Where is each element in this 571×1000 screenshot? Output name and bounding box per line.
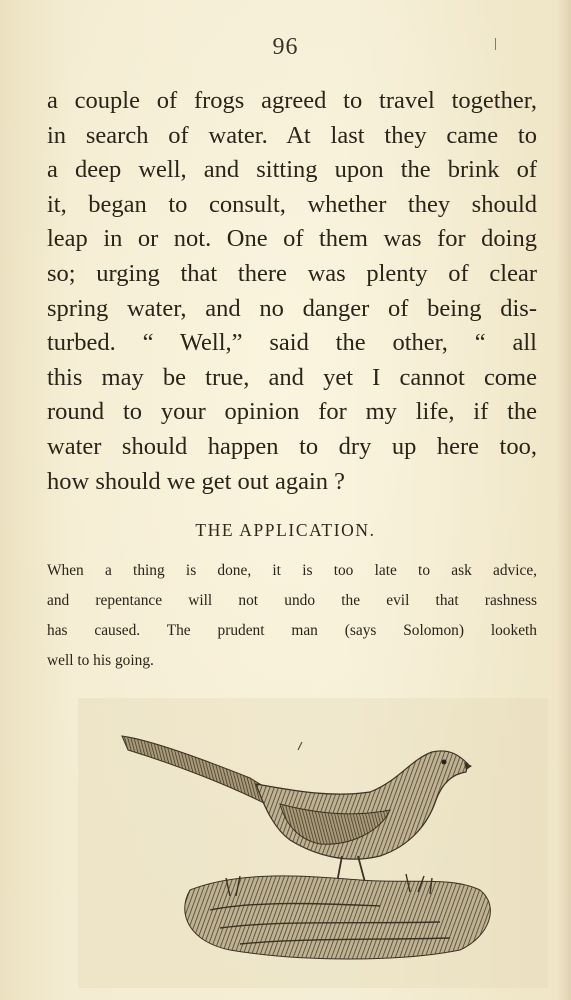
fable-line: turbed. “ Well,” said the other, “ all [47,329,537,357]
application-line: has caused. The prudent man (says Solomon) looketh [47,622,537,639]
fable-line: a couple of frogs agreed to travel together, [47,87,537,114]
fable-line: a deep well, and sitting upon the brink of [47,156,537,184]
bird-woodcut-illustration [80,700,540,980]
application-heading: THE APPLICATION. [195,520,376,540]
fable-line: how should we get out again ? [47,467,346,495]
page-number: 96 [272,34,299,60]
fable-line: it, began to consult, whether they should [47,190,537,218]
application-text [47,556,537,676]
fable-line: water should happen to dry up here too, [47,432,537,460]
application-line: well to his going. [47,652,154,669]
fable-line: in search of water. At last they came to [47,121,537,149]
application-line: When a thing is done, it is too late to ask advice, [47,562,537,579]
fable-text [47,84,537,499]
page-edge-shadow [557,0,571,1000]
fable-line: spring water, and no danger of being dis- [47,294,537,322]
application-line: and repentance will not undo the evil that rashness [47,592,537,609]
fable-line: so; urging that there was plenty of clear [47,259,537,287]
fable-line: round to your opinion for my life, if the [47,398,537,426]
margin-mark [495,38,496,50]
fable-line: leap in or not. One of them was for doing [47,225,537,253]
fable-line: this may be true, and yet I cannot come [47,363,537,391]
